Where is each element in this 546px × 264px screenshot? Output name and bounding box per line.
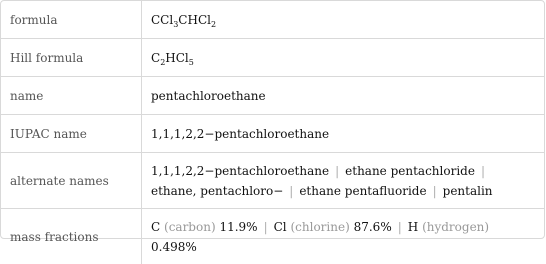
row-label-iupac-name: IUPAC name (1, 115, 142, 153)
formula-value (142, 1, 545, 39)
row-label-hill-formula: Hill formula (1, 39, 142, 77)
element-name: (hydrogen) (422, 220, 489, 234)
table-row (1, 209, 544, 264)
fraction-value: 0.498% (151, 240, 197, 254)
table-row (1, 115, 544, 153)
separator: | (392, 220, 408, 234)
alternate-name: ethane pentachloride (345, 164, 475, 178)
alternate-name: pentalin (443, 184, 493, 198)
formula-part: CCl (151, 13, 173, 27)
formula-part: HCl (165, 51, 188, 65)
element-name: (carbon) (164, 220, 216, 234)
separator: | (283, 184, 299, 198)
alternate-names-value (142, 153, 545, 209)
row-label-formula: formula (1, 1, 142, 39)
row-label-name: name (1, 77, 142, 115)
table-row (1, 77, 544, 115)
separator: | (427, 184, 443, 198)
table-row (1, 153, 544, 209)
element-name: (chlorine) (290, 220, 349, 234)
row-label-mass-fractions: mass fractions (1, 209, 142, 264)
formula-subscript: 3 (173, 20, 178, 29)
row-label-alternate-names: alternate names (1, 153, 142, 209)
fraction-value: 11.9% (219, 220, 257, 234)
element-symbol: C (151, 220, 160, 234)
separator: | (258, 220, 274, 234)
formula-part: CHCl (178, 13, 211, 27)
name-value: pentachloroethane (142, 77, 545, 115)
table-row (1, 1, 544, 39)
alternate-name: 1,1,1,2,2−pentachloroethane (151, 164, 329, 178)
element-symbol: H (408, 220, 418, 234)
iupac-name-value: 1,1,1,2,2−pentachloroethane (142, 115, 545, 153)
formula-subscript: 2 (211, 20, 216, 29)
formula-subscript: 2 (160, 58, 165, 67)
hill-formula-value (142, 39, 545, 77)
fraction-value: 87.6% (354, 220, 392, 234)
separator: | (329, 164, 345, 178)
alternate-name: ethane pentafluoride (299, 184, 426, 198)
formula-subscript: 5 (189, 58, 194, 67)
properties-table (1, 1, 544, 264)
mass-fractions-value (142, 209, 545, 264)
alternate-name: ethane, pentachloro− (151, 184, 283, 198)
formula-part: C (151, 51, 160, 65)
separator: | (475, 164, 491, 178)
element-symbol: Cl (274, 220, 287, 234)
table-row (1, 39, 544, 77)
